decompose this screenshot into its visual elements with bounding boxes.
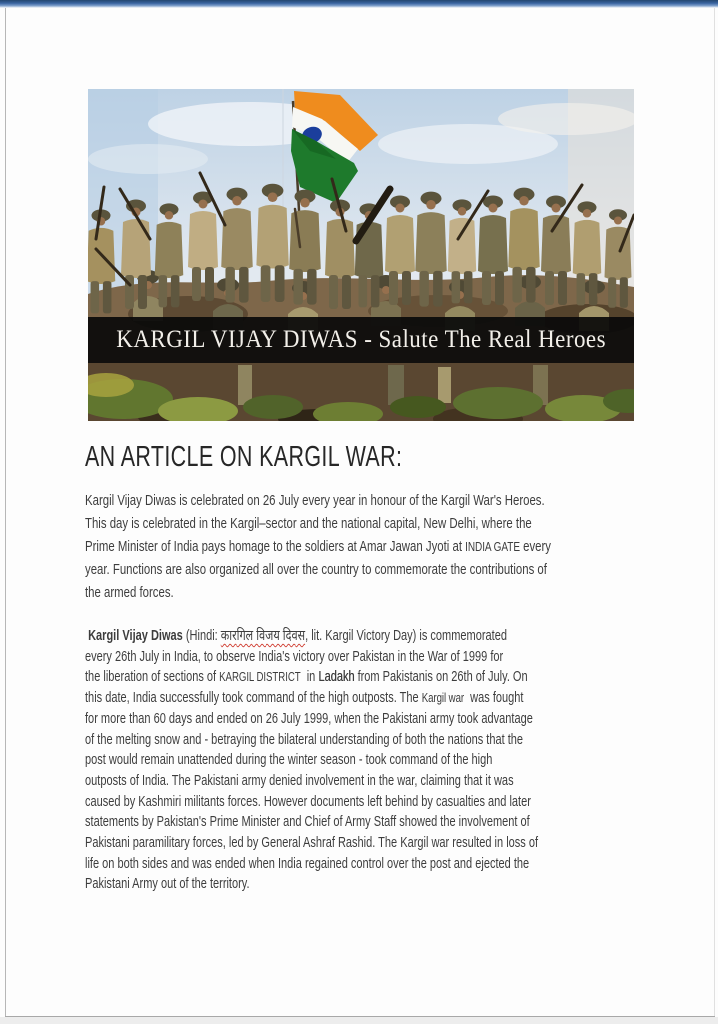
text-line: year. Functions are also organized all over the country to commemorate the contributions of: [85, 561, 547, 578]
text-line: Kargil Vijay Diwas (Hindi: कारगिल विजय दिवस, lit. Kargil Victory Day) is commemorated: [88, 628, 507, 644]
article-heading-text: AN ARTICLE ON KARGIL WAR:: [85, 441, 403, 473]
article-paragraph-2: [85, 626, 538, 895]
text-line: This day is celebrated in the Kargil–sector and the national capital, New Delhi, where the: [85, 515, 532, 532]
page-bottom-margin: [0, 1017, 718, 1024]
article-heading: [85, 441, 514, 474]
text-line: post would remain unattended during the winter season - took command of the high: [85, 752, 493, 769]
foreground-terrain: [88, 363, 634, 421]
hero-image: [88, 89, 634, 421]
text-line: for more than 60 days and ended on 26 July 1999, when the Pakistani army took advantage: [85, 710, 533, 727]
text-line: life on both sides and was ended when India regained control over the post and ejected the: [85, 855, 530, 872]
page-left-edge: [5, 8, 6, 1016]
text-line: statements by Pakistan's Prime Minister and Chief of Army Staff showed the involvement of: [85, 814, 530, 831]
text-line: the armed forces.: [85, 584, 174, 601]
article-paragraph-1: [85, 489, 551, 604]
hero-caption-band: [88, 317, 634, 363]
hero-caption-text: KARGIL VIJAY DIWAS - Salute The Real Heroes: [116, 326, 606, 353]
soldiers-flag-illustration: [88, 89, 634, 421]
text-line: of the melting snow and - betraying the bilateral understanding of both the nations that the: [85, 731, 524, 748]
text-line: Pakistani paramilitary forces, led by General Ashraf Rashid. The Kargil war resulted in loss of: [85, 835, 539, 852]
text-line: caused by Kashmiri militants forces. However documents left behind by casualties and later: [85, 793, 531, 810]
text-line: the liberation of sections of KARGIL DISTRICT in Ladakh from Pakistanis on 26th of July. On: [85, 669, 528, 686]
text-line: every 26th July in India, to observe India's victory over Pakistan in the War of 1999 for: [85, 648, 504, 665]
text-line: outposts of India. The Pakistani army denied involvement in the war, claiming that it was: [85, 772, 514, 789]
text-line: this date, India successfully took command of the high outposts. The Kargil war was fought: [85, 690, 524, 707]
page-right-edge: [714, 8, 715, 1016]
text-line: Kargil Vijay Diwas is celebrated on 26 July every year in honour of the Kargil War's Heroes.: [85, 492, 545, 509]
text-line: Pakistani Army out of the territory.: [85, 876, 250, 893]
window-top-border: [0, 0, 718, 8]
text-line: Prime Minister of India pays homage to the soldiers at Amar Jawan Jyoti at INDIA GATE every: [85, 538, 551, 555]
